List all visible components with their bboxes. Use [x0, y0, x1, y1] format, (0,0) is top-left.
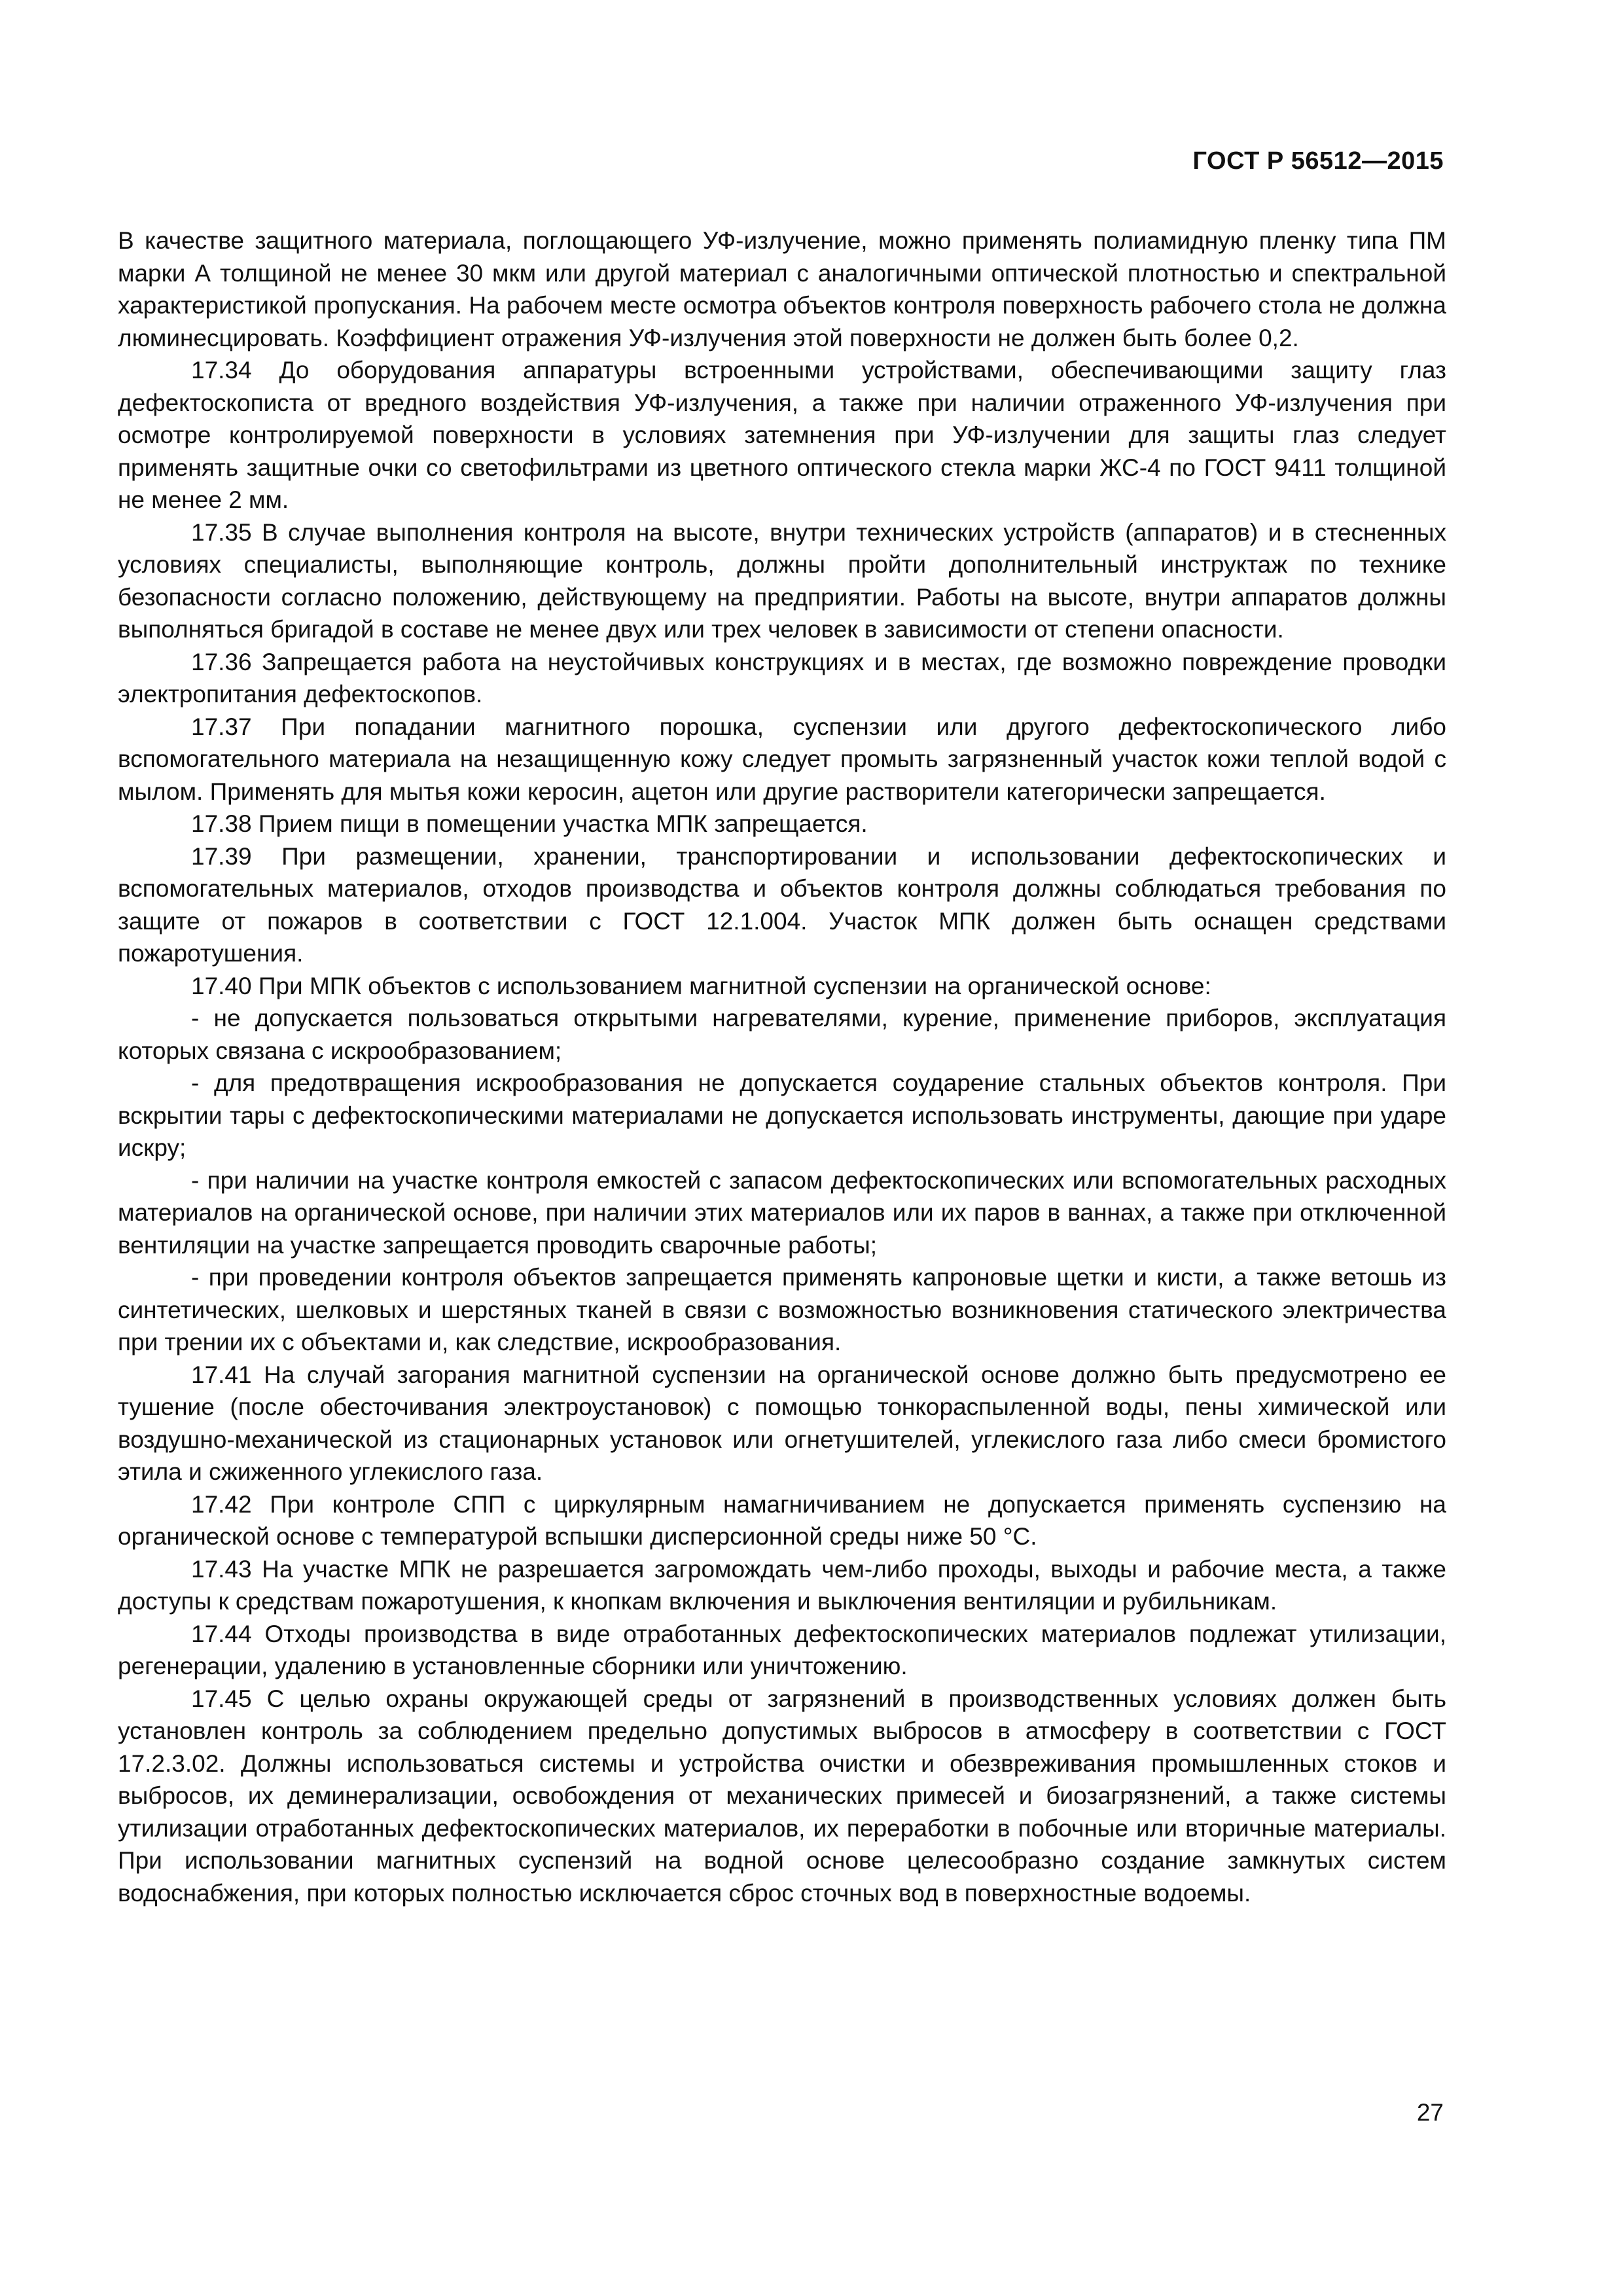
- document-body: [118, 224, 1446, 1909]
- page-number: 27: [1416, 2099, 1444, 2126]
- list-item: - для предотвращения искрообразования не допускается соударение стальных объектов контроля. При вскрытии тары с дефектоскопическими материалами не допускается использовать инструменты, дающие при ударе искру;: [118, 1069, 1446, 1161]
- paragraph-17-43: 17.43 На участке МПК не разрешается загромождать чем-либо проходы, выходы и рабочие места, а также доступы к средствам пожаротушения, к кнопкам включения и выключения вентиляции и рубильникам.: [118, 1555, 1446, 1615]
- paragraph-17-41: 17.41 На случай загорания магнитной суспензии на органической основе должно быть предусмотрено ее тушение (после обесточивания электроустановок) с помощью тонкораспыленной воды, пены химической или воздушно-механической из стационарных установок или огнетушителей, углекислого газа либо смеси бромистого этила и сжиженного углекислого газа.: [118, 1361, 1446, 1485]
- list-item: - не допускается пользоваться открытыми нагревателями, курение, применение приборов, эксплуатация которых связана с искрообразованием;: [118, 1005, 1446, 1064]
- paragraph-17-34: 17.34 До оборудования аппаратуры встроенными устройствами, обеспечивающими защиту глаз дефектоскописта от вредного воздействия УФ-излучения, а также при наличии отраженного УФ-излучения при осмотре контролируемой поверхности в условиях затемнения при УФ-излучении для защиты глаз следует применять защитные очки со светофильтрами из цветного оптического стекла марки ЖС-4 по ГОСТ 9411 толщиной не менее 2 мм.: [118, 357, 1446, 513]
- paragraph-17-42: 17.42 При контроле СПП с циркулярным намагничиванием не допускается применять суспензию на органической основе с температурой вспышки дисперсионной среды ниже 50 °С.: [118, 1490, 1446, 1550]
- paragraph-17-35: 17.35 В случае выполнения контроля на высоте, внутри технических устройств (аппаратов) и в стесненных условиях специалисты, выполняющие контроль, должны пройти дополнительный инструктаж по технике безопасности согласно положению, действующему на предприятии. Работы на высоте, внутри аппаратов должны выполняться бригадой в составе не менее двух или трех человек в зависимости от степени опасности.: [118, 518, 1446, 643]
- paragraph-17-37: 17.37 При попадании магнитного порошка, суспензии или другого дефектоскопического либо вспомогательного материала на незащищенную кожу следует промыть загрязненный участок кожи теплой водой с мылом. Применять для мытья кожи керосин, ацетон или другие растворители категорически запрещается.: [118, 713, 1446, 805]
- paragraph-17-44: 17.44 Отходы производства в виде отработанных дефектоскопических материалов подлежат утилизации, регенерации, удалению в установленные сборники или уничтожению.: [118, 1620, 1446, 1679]
- paragraph-17-45: 17.45 С целью охраны окружающей среды от загрязнений в производственных условиях должен быть установлен контроль за соблюдением предельно допустимых выбросов в атмосферу в соответствии с ГОСТ 17.2.3.02. Должны использоваться системы и устройства очистки и обезвреживания промышленных стоков и выбросов, их деминерализации, освобождения от механических примесей и биозагрязнений, а также системы утилизации отработанных дефектоскопических материалов, их переработки в побочные или вторичные материалы. При использовании магнитных суспензий на водной основе целесообразно создание замкнутых систем водоснабжения, при которых полностью исключается сброс сточных вод в поверхностные водоемы.: [118, 1685, 1446, 1907]
- paragraph: В качестве защитного материала, поглощающего УФ-излучение, можно применять полиамидную пленку типа ПМ марки А толщиной не менее 30 мкм или другой материал с аналогичными оптической плотностью и спектральной характеристикой пропускания. На рабочем месте осмотра объектов контроля поверхность рабочего стола не должна люминесцировать. Коэффициент отражения УФ-излучения этой поверхности не должен быть более 0,2.: [118, 227, 1446, 351]
- document-header: ГОСТ Р 56512—2015: [1192, 147, 1444, 175]
- paragraph-17-36: 17.36 Запрещается работа на неустойчивых конструкциях и в местах, где возможно повреждение проводки электропитания дефектоскопов.: [118, 648, 1446, 708]
- list-item: - при проведении контроля объектов запрещается применять капроновые щетки и кисти, а также ветошь из синтетических, шелковых и шерстяных тканей в связи с возможностью возникновения статического электричества при трении их с объектами и, как следствие, искрообразования.: [118, 1264, 1446, 1355]
- paragraph-17-40: 17.40 При МПК объектов с использованием магнитной суспензии на органической основе:: [191, 972, 1211, 999]
- list-item: - при наличии на участке контроля емкостей с запасом дефектоскопических или вспомогательных расходных материалов на органической основе, при наличии этих материалов или их паров в ваннах, а также при отключенной вентиляции на участке запрещается проводить сварочные работы;: [118, 1166, 1446, 1259]
- paragraph-17-38: 17.38 Прием пищи в помещении участка МПК запрещается.: [191, 810, 868, 837]
- paragraph-17-39: 17.39 При размещении, хранении, транспортировании и использовании дефектоскопических и вспомогательных материалов, отходов производства и объектов контроля должны соблюдаться требования по защите от пожаров в соответствии с ГОСТ 12.1.004. Участок МПК должен быть оснащен средствами пожаротушения.: [118, 842, 1446, 967]
